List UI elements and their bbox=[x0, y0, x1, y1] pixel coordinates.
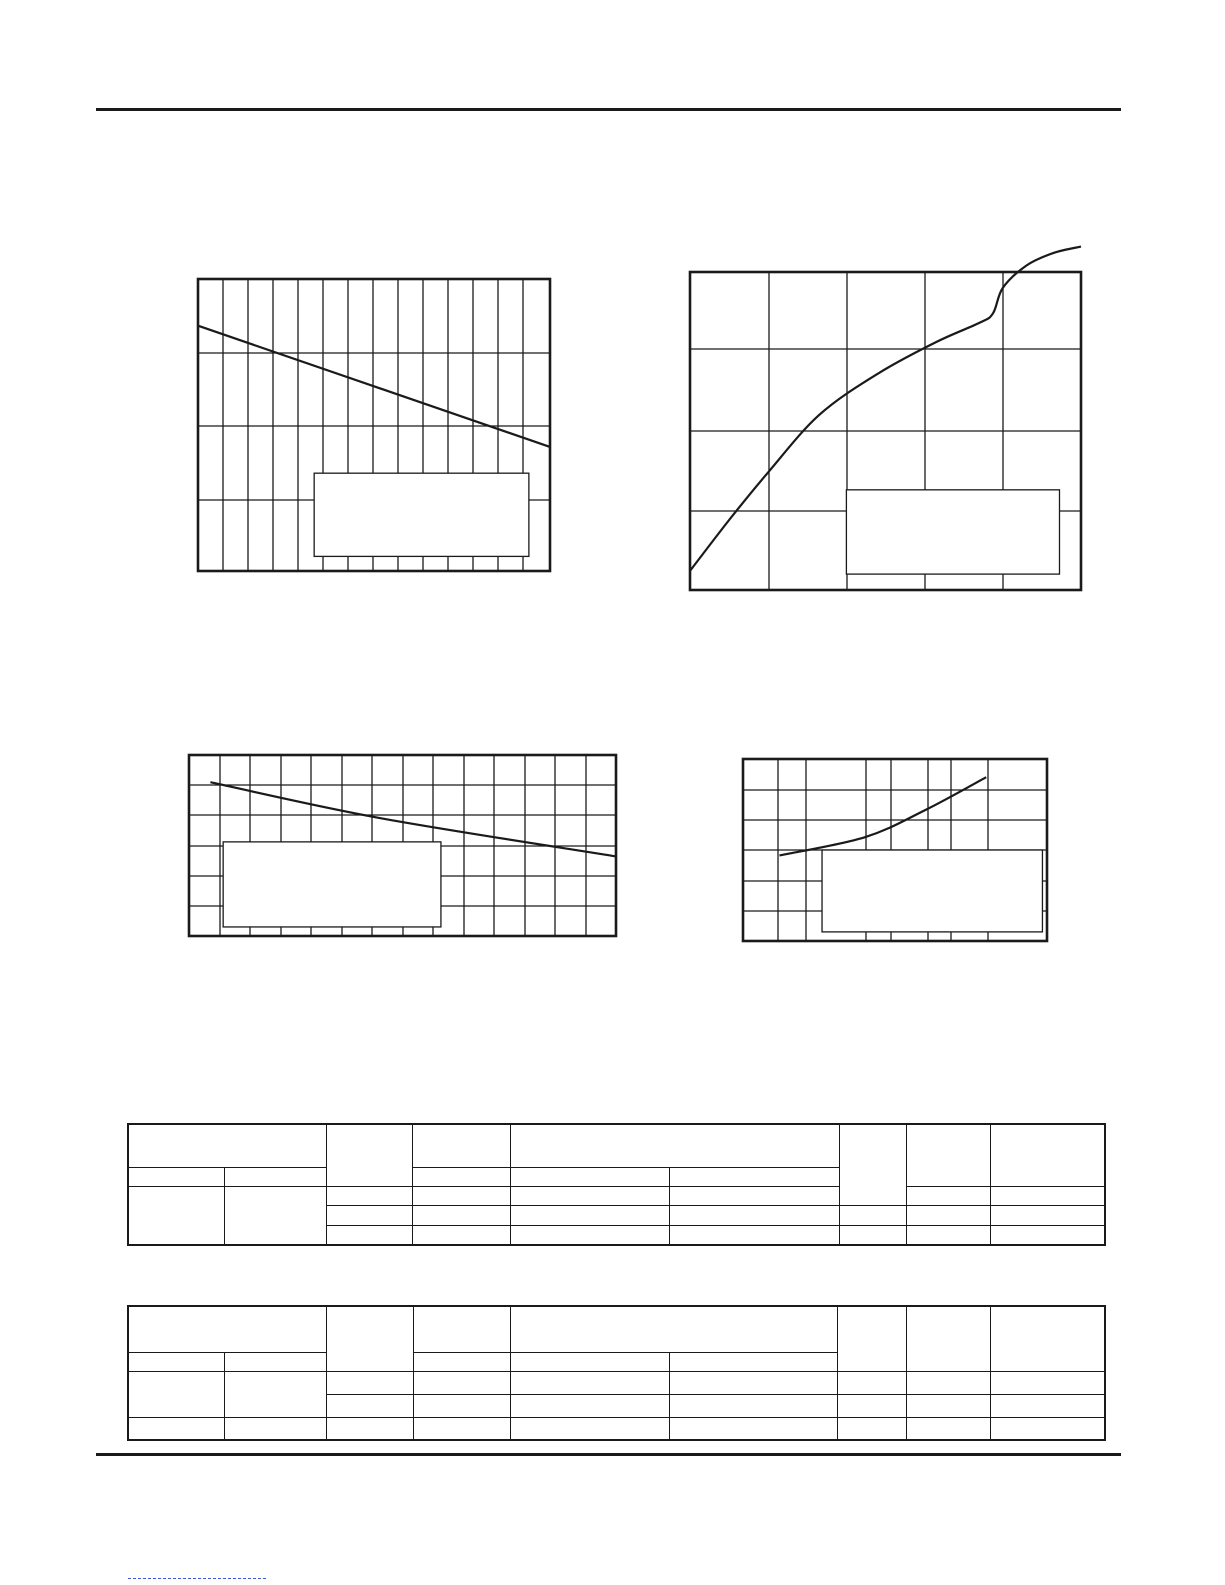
table-cell bbox=[326, 1124, 412, 1186]
table-cell bbox=[990, 1306, 1105, 1371]
table-row bbox=[128, 1371, 1105, 1394]
table-cell bbox=[510, 1394, 669, 1417]
chart-top-right-svg bbox=[690, 272, 1081, 590]
table-cell bbox=[990, 1124, 1105, 1186]
footer-rule bbox=[96, 1453, 1121, 1456]
spec-table-2 bbox=[127, 1305, 1106, 1441]
table-cell bbox=[224, 1186, 326, 1245]
table-cell bbox=[413, 1306, 510, 1352]
table-cell bbox=[510, 1124, 839, 1167]
table-cell bbox=[990, 1205, 1105, 1225]
chart-top-left-svg bbox=[198, 279, 550, 571]
table-cell bbox=[326, 1186, 412, 1205]
table-cell bbox=[510, 1371, 669, 1394]
footer-link[interactable] bbox=[128, 1578, 266, 1579]
table-cell bbox=[510, 1352, 669, 1371]
header-rule bbox=[96, 108, 1121, 111]
table-cell bbox=[669, 1167, 839, 1186]
table-cell bbox=[906, 1205, 990, 1225]
table-cell bbox=[906, 1186, 990, 1205]
table-cell bbox=[128, 1417, 224, 1440]
table-cell bbox=[412, 1205, 510, 1225]
table-cell bbox=[669, 1394, 837, 1417]
table-cell bbox=[510, 1306, 837, 1352]
table-cell bbox=[128, 1124, 326, 1167]
table-cell bbox=[906, 1417, 990, 1440]
table-cell bbox=[906, 1225, 990, 1245]
chart-top-left bbox=[198, 279, 550, 571]
table-cell bbox=[412, 1186, 510, 1205]
table-cell bbox=[128, 1186, 224, 1245]
table-cell bbox=[224, 1371, 326, 1417]
table-cell bbox=[906, 1371, 990, 1394]
legend-box bbox=[314, 473, 529, 556]
table-cell bbox=[224, 1417, 326, 1440]
table-cell bbox=[510, 1186, 669, 1205]
table-cell bbox=[224, 1352, 326, 1371]
table-cell bbox=[837, 1371, 906, 1394]
table-cell bbox=[839, 1124, 906, 1205]
table-cell bbox=[839, 1205, 906, 1225]
table-cell bbox=[669, 1352, 837, 1371]
table-row bbox=[128, 1417, 1105, 1440]
table-cell bbox=[669, 1417, 837, 1440]
table-cell bbox=[326, 1306, 413, 1371]
chart-bottom-left bbox=[189, 755, 616, 936]
table-row bbox=[128, 1186, 1105, 1205]
chart-bottom-left-svg bbox=[189, 755, 616, 936]
table-cell bbox=[839, 1225, 906, 1245]
table-cell bbox=[326, 1417, 413, 1440]
table-cell bbox=[413, 1394, 510, 1417]
table-cell bbox=[326, 1394, 413, 1417]
table-cell bbox=[413, 1352, 510, 1371]
table-cell bbox=[128, 1306, 326, 1352]
table-cell bbox=[510, 1205, 669, 1225]
table-cell bbox=[413, 1417, 510, 1440]
table-cell bbox=[990, 1394, 1105, 1417]
table-cell bbox=[669, 1186, 839, 1205]
legend-box bbox=[822, 850, 1042, 932]
spec-table-1 bbox=[127, 1123, 1106, 1246]
table-cell bbox=[990, 1371, 1105, 1394]
table-cell bbox=[510, 1167, 669, 1186]
table-cell bbox=[413, 1371, 510, 1394]
table-cell bbox=[906, 1394, 990, 1417]
table-cell bbox=[128, 1371, 224, 1417]
table-cell bbox=[326, 1205, 412, 1225]
table-cell bbox=[837, 1394, 906, 1417]
table-cell bbox=[906, 1306, 990, 1371]
table-cell bbox=[412, 1124, 510, 1167]
table-cell bbox=[510, 1417, 669, 1440]
chart-bottom-right bbox=[743, 759, 1047, 941]
curve-line bbox=[198, 326, 550, 447]
chart-bottom-right-svg bbox=[743, 759, 1047, 941]
table-cell bbox=[326, 1371, 413, 1394]
table-cell bbox=[326, 1225, 412, 1245]
table-cell bbox=[837, 1417, 906, 1440]
table-cell bbox=[990, 1186, 1105, 1205]
table-cell bbox=[224, 1167, 326, 1186]
chart-top-right bbox=[690, 272, 1081, 590]
table-cell bbox=[669, 1205, 839, 1225]
table-cell bbox=[669, 1225, 839, 1245]
table-cell bbox=[990, 1225, 1105, 1245]
table-cell bbox=[669, 1371, 837, 1394]
table-cell bbox=[412, 1225, 510, 1245]
table-cell bbox=[128, 1167, 224, 1186]
table-cell bbox=[906, 1124, 990, 1186]
table-cell bbox=[510, 1225, 669, 1245]
legend-box bbox=[223, 842, 441, 927]
table-cell bbox=[412, 1167, 510, 1186]
curve-line bbox=[780, 777, 987, 855]
table-cell bbox=[990, 1417, 1105, 1440]
table-cell bbox=[837, 1306, 906, 1371]
table-cell bbox=[128, 1352, 224, 1371]
legend-box bbox=[846, 490, 1059, 574]
